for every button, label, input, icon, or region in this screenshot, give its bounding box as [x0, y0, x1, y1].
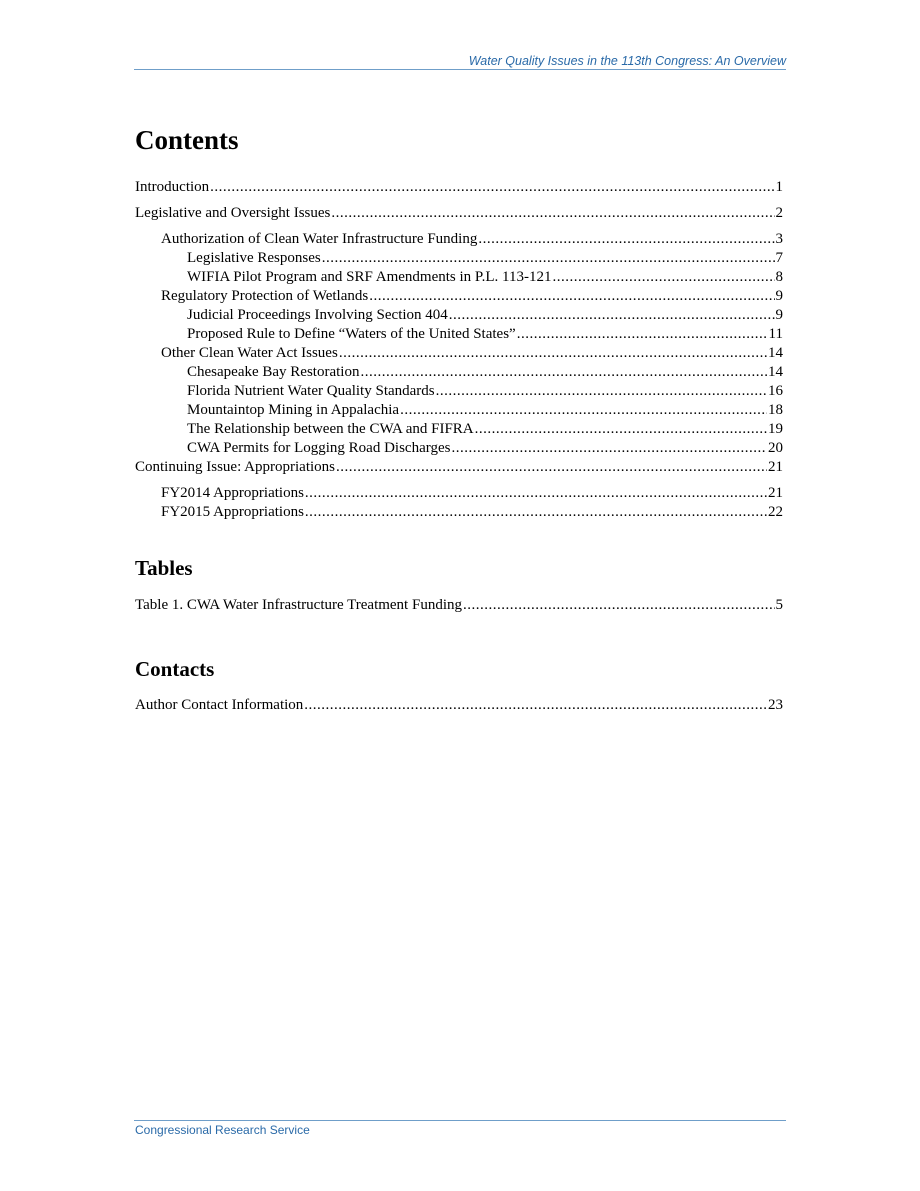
toc-leader — [304, 696, 767, 715]
toc-entry-page: 22 — [768, 504, 783, 520]
toc-entry-page: 9 — [775, 307, 783, 323]
toc-entry-cwa-fifra[interactable] — [135, 420, 783, 439]
toc-leader — [478, 230, 774, 249]
toc-leader — [449, 306, 775, 325]
toc-entry-appropriations[interactable] — [135, 458, 783, 477]
toc-leader — [552, 268, 774, 287]
toc-entry-waters-of-us[interactable] — [135, 325, 783, 344]
footer-rule — [134, 1120, 786, 1121]
toc-entry-title: Table 1. CWA Water Infrastructure Treatment Funding — [135, 597, 462, 613]
toc-entry-page: 11 — [768, 326, 783, 342]
toc-entry-page: 7 — [775, 250, 783, 266]
toc-entry-legislative-responses[interactable] — [135, 249, 783, 268]
toc-entry-title: Legislative and Oversight Issues — [135, 205, 331, 221]
toc-entry-introduction[interactable] — [135, 178, 783, 197]
toc-entry-page: 21 — [768, 485, 783, 501]
toc-leader — [360, 363, 767, 382]
toc-entry-florida-nutrient[interactable] — [135, 382, 783, 401]
toc-leader — [517, 325, 768, 344]
toc-entry-title: FY2015 Appropriations — [161, 504, 304, 520]
toc-entry-title: Chesapeake Bay Restoration — [187, 364, 360, 380]
toc-entry-page: 9 — [775, 288, 783, 304]
toc-leader — [436, 382, 767, 401]
toc-leader — [463, 596, 775, 615]
toc-entry-page: 14 — [768, 345, 783, 361]
contents-heading: Contents — [135, 125, 239, 155]
toc-leader — [305, 503, 767, 522]
toc-entry-title: Proposed Rule to Define “Waters of the United States” — [187, 326, 516, 342]
toc-leader — [322, 249, 775, 268]
toc-entry-page: 18 — [768, 402, 783, 418]
tables-list — [135, 596, 783, 615]
toc-entry-wifia-pilot[interactable] — [135, 268, 783, 287]
toc-entry-page: 20 — [768, 440, 783, 456]
toc-entry-title: The Relationship between the CWA and FIFRA — [187, 421, 474, 437]
toc-leader — [475, 420, 767, 439]
toc-leader — [331, 204, 774, 223]
toc-entry-page: 14 — [768, 364, 783, 380]
toc-entry-fy2014[interactable] — [135, 484, 783, 503]
toc-entry-other-cwa[interactable] — [135, 344, 783, 363]
toc-entry-fy2015[interactable] — [135, 503, 783, 522]
toc-entry-page: 1 — [775, 179, 783, 195]
toc-entry-title: Mountaintop Mining in Appalachia — [187, 402, 400, 418]
toc-entry-title: Continuing Issue: Appropriations — [135, 459, 335, 475]
toc-entry-page: 21 — [768, 459, 783, 475]
footer-organization: Congressional Research Service — [135, 1123, 310, 1137]
toc-leader — [369, 287, 774, 306]
contents-list — [135, 178, 783, 522]
toc-entry-author-contact[interactable] — [135, 696, 783, 715]
toc-entry-table-1[interactable] — [135, 596, 783, 615]
running-header: Water Quality Issues in the 113th Congress: An Overview — [468, 54, 786, 68]
toc-leader — [336, 458, 767, 477]
toc-entry-title: FY2014 Appropriations — [161, 485, 304, 501]
toc-entry-page: 5 — [775, 597, 783, 613]
toc-entry-title: Florida Nutrient Water Quality Standards — [187, 383, 435, 399]
toc-entry-legislative-oversight[interactable] — [135, 204, 783, 223]
toc-entry-title: Authorization of Clean Water Infrastructure Funding — [161, 231, 478, 247]
toc-leader — [210, 178, 774, 197]
toc-entry-mountaintop-mining[interactable] — [135, 401, 783, 420]
toc-entry-page: 16 — [768, 383, 783, 399]
header-rule — [134, 69, 786, 70]
toc-entry-page: 2 — [775, 205, 783, 221]
toc-leader — [400, 401, 767, 420]
toc-leader — [451, 439, 767, 458]
contacts-heading: Contacts — [135, 657, 215, 681]
toc-leader — [339, 344, 767, 363]
toc-entry-page: 8 — [775, 269, 783, 285]
toc-entry-wetlands[interactable] — [135, 287, 783, 306]
toc-entry-title: Other Clean Water Act Issues — [161, 345, 338, 361]
toc-entry-page: 23 — [768, 697, 783, 713]
tables-heading: Tables — [135, 556, 193, 580]
toc-entry-page: 3 — [775, 231, 783, 247]
toc-entry-title: Judicial Proceedings Involving Section 404 — [187, 307, 448, 323]
toc-entry-title: WIFIA Pilot Program and SRF Amendments in P.L. 113-121 — [187, 269, 552, 285]
toc-entry-title: CWA Permits for Logging Road Discharges — [187, 440, 451, 456]
toc-entry-section-404[interactable] — [135, 306, 783, 325]
toc-leader — [305, 484, 767, 503]
toc-entry-title: Introduction — [135, 179, 210, 195]
toc-entry-title: Author Contact Information — [135, 697, 304, 713]
toc-entry-infrastructure-funding[interactable] — [135, 230, 783, 249]
toc-entry-title: Regulatory Protection of Wetlands — [161, 288, 369, 304]
toc-entry-page: 19 — [768, 421, 783, 437]
toc-entry-chesapeake[interactable] — [135, 363, 783, 382]
toc-entry-title: Legislative Responses — [187, 250, 321, 266]
toc-entry-logging-roads[interactable] — [135, 439, 783, 458]
contacts-list — [135, 696, 783, 715]
